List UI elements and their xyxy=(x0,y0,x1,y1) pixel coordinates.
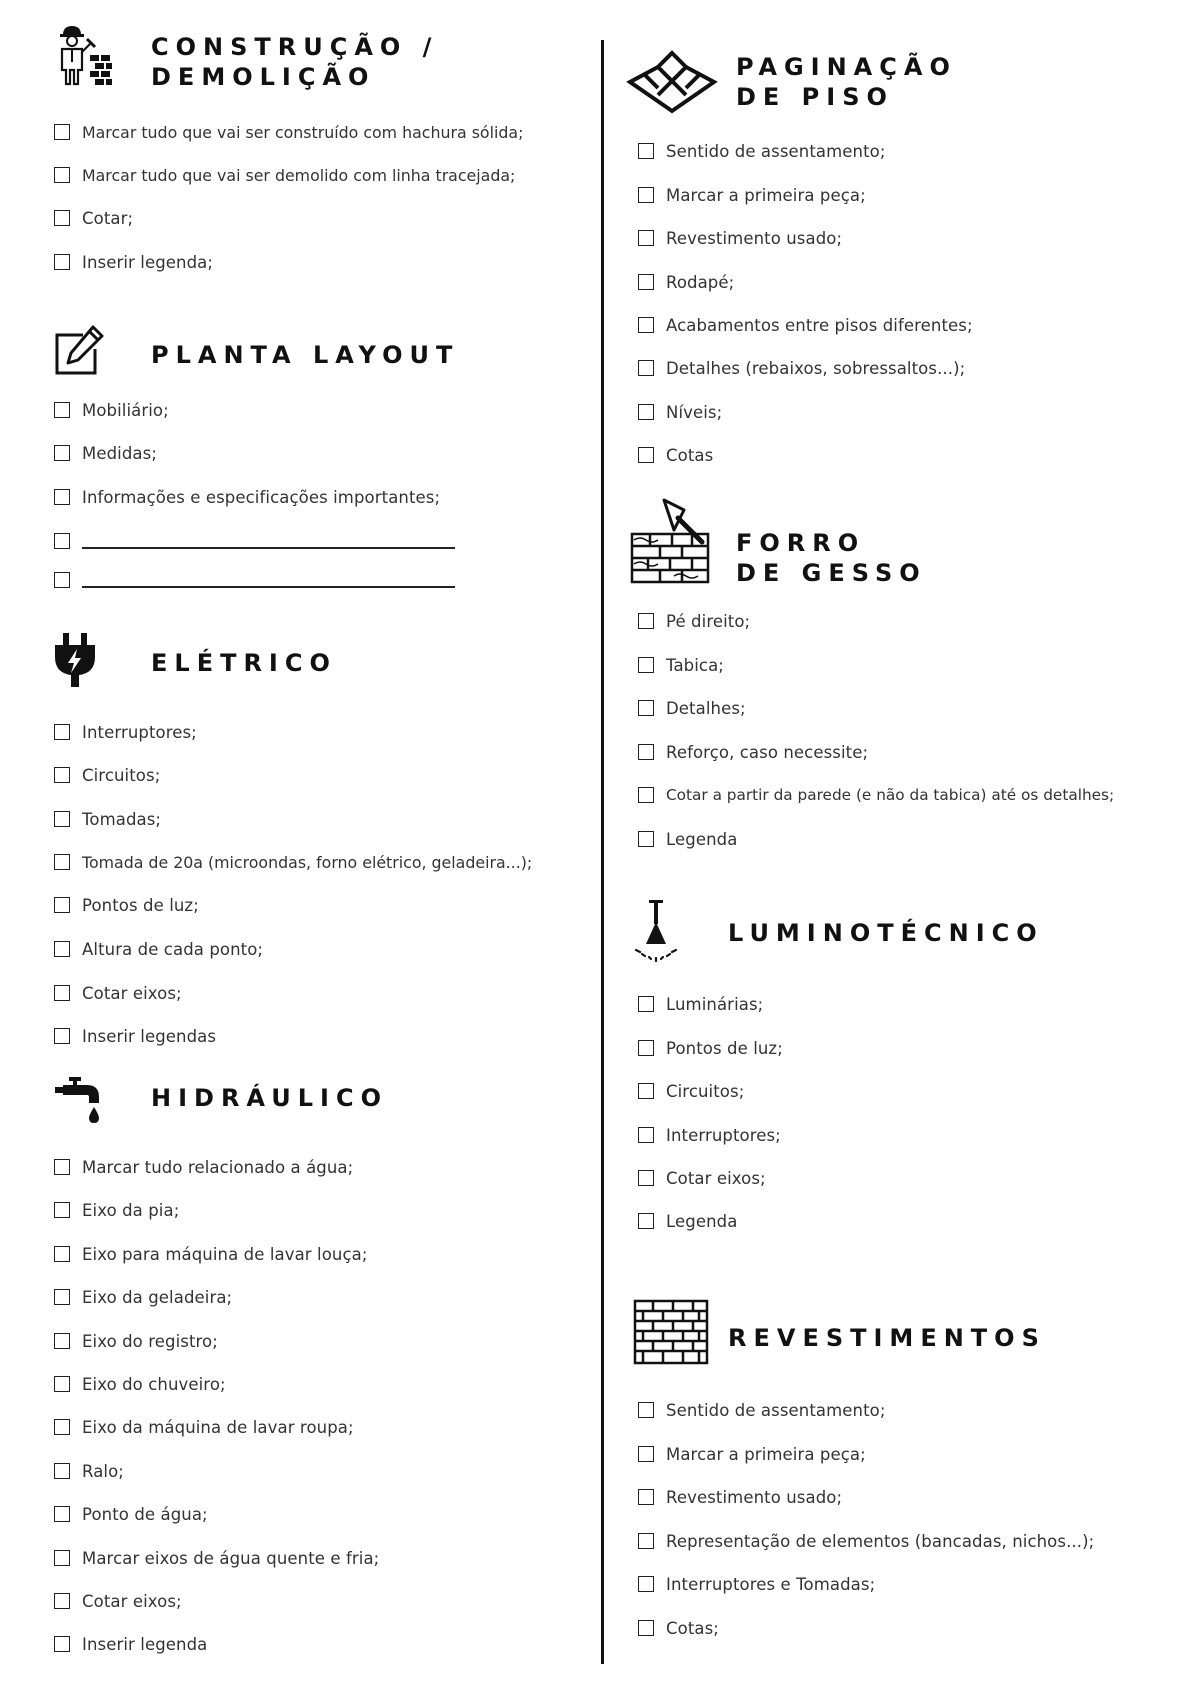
pendant-lamp-icon xyxy=(632,898,682,964)
checkbox[interactable] xyxy=(54,1506,70,1522)
checkbox[interactable] xyxy=(54,124,70,140)
section-title-paginacao: PAGINAÇÃO DE PISO xyxy=(736,53,957,111)
checklist-item[interactable]: Pé direito; xyxy=(638,609,750,633)
checklist-item[interactable]: Detalhes (rebaixos, sobressaltos...); xyxy=(638,356,965,380)
checkbox[interactable] xyxy=(54,1463,70,1479)
checklist-item[interactable]: Representação de elementos (bancadas, nichos...); xyxy=(638,1529,1094,1553)
checklist-item-blank[interactable] xyxy=(54,529,455,553)
checkbox[interactable] xyxy=(638,360,654,376)
checkbox[interactable] xyxy=(54,445,70,461)
checklist-item[interactable]: Marcar tudo que vai ser construído com hachura sólida; xyxy=(54,120,523,144)
checkbox[interactable] xyxy=(638,404,654,420)
checklist-item[interactable]: Marcar a primeira peça; xyxy=(638,1442,866,1466)
checkbox[interactable] xyxy=(638,1040,654,1056)
checklist-item[interactable]: Níveis; xyxy=(638,400,722,424)
checklist-item[interactable]: Marcar eixos de água quente e fria; xyxy=(54,1546,379,1570)
checkbox[interactable] xyxy=(54,572,70,588)
checklist-item[interactable]: Rodapé; xyxy=(638,270,734,294)
checklist-item[interactable]: Cotas; xyxy=(638,1616,719,1640)
checkbox[interactable] xyxy=(638,1576,654,1592)
checklist-item[interactable]: Circuitos; xyxy=(638,1079,744,1103)
checklist-item[interactable]: Mobiliário; xyxy=(54,398,169,422)
checkbox[interactable] xyxy=(54,1289,70,1305)
checkbox[interactable] xyxy=(54,985,70,1001)
checklist-item[interactable]: Legenda xyxy=(638,1209,737,1233)
checkbox[interactable] xyxy=(54,1419,70,1435)
checkbox[interactable] xyxy=(638,143,654,159)
water-faucet-icon xyxy=(55,1075,107,1127)
checklist-item[interactable]: Inserir legendas xyxy=(54,1024,216,1048)
checkbox[interactable] xyxy=(54,489,70,505)
checklist-item[interactable]: Cotar eixos; xyxy=(54,1589,182,1613)
checklist-item[interactable]: Eixo da geladeira; xyxy=(54,1285,232,1309)
floor-tiles-icon xyxy=(626,50,718,114)
checklist-item[interactable]: Eixo do chuveiro; xyxy=(54,1372,226,1396)
checkbox[interactable] xyxy=(54,1550,70,1566)
checkbox[interactable] xyxy=(54,811,70,827)
checkbox[interactable] xyxy=(638,787,654,803)
checklist-item[interactable]: Circuitos; xyxy=(54,763,160,787)
checklist-item[interactable]: Marcar a primeira peça; xyxy=(638,183,866,207)
electric-plug-icon xyxy=(53,633,97,687)
section-title-forro: FORRO DE GESSO xyxy=(736,529,927,587)
checkbox[interactable] xyxy=(638,831,654,847)
checkbox[interactable] xyxy=(54,1333,70,1349)
checkbox[interactable] xyxy=(638,1446,654,1462)
section-title-planta-layout: PLANTA LAYOUT xyxy=(151,341,460,369)
checkbox[interactable] xyxy=(638,274,654,290)
checklist-item[interactable]: Luminárias; xyxy=(638,992,763,1016)
construction-worker-icon xyxy=(54,22,116,88)
checklist-item[interactable]: Tomada de 20a (microondas, forno elétrico, geladeira...); xyxy=(54,850,532,874)
section-title-eletrico: ELÉTRICO xyxy=(151,649,337,677)
checklist-item[interactable]: Tabica; xyxy=(638,653,724,677)
checklist-item-blank[interactable] xyxy=(54,568,455,592)
checkbox[interactable] xyxy=(54,941,70,957)
checkbox[interactable] xyxy=(638,1620,654,1636)
column-divider xyxy=(601,40,604,1664)
checklist-item[interactable]: Eixo para máquina de lavar louça; xyxy=(54,1242,368,1266)
checklist-item[interactable]: Interruptores e Tomadas; xyxy=(638,1572,875,1596)
checkbox[interactable] xyxy=(638,1533,654,1549)
checkbox[interactable] xyxy=(638,447,654,463)
checklist-item[interactable]: Sentido de assentamento; xyxy=(638,139,886,163)
checkbox[interactable] xyxy=(54,210,70,226)
checkbox[interactable] xyxy=(54,533,70,549)
checklist-item[interactable]: Ralo; xyxy=(54,1459,124,1483)
brick-wall-icon xyxy=(633,1299,709,1365)
checkbox[interactable] xyxy=(638,1170,654,1186)
write-in-line[interactable] xyxy=(82,547,455,549)
checklist-item[interactable]: Cotar eixos; xyxy=(54,981,182,1005)
section-title-luminotecnico: LUMINOTÉCNICO xyxy=(728,919,1044,947)
checklist-item[interactable]: Ponto de água; xyxy=(54,1502,208,1526)
checklist-item[interactable]: Altura de cada ponto; xyxy=(54,937,263,961)
section-title-hidraulico: HIDRÁULICO xyxy=(151,1084,388,1112)
checklist-item[interactable]: Medidas; xyxy=(54,441,157,465)
checklist-item[interactable]: Inserir legenda xyxy=(54,1632,207,1656)
checkbox[interactable] xyxy=(54,254,70,270)
write-in-line[interactable] xyxy=(82,586,455,588)
checkbox[interactable] xyxy=(54,1202,70,1218)
checkbox[interactable] xyxy=(638,1213,654,1229)
checkbox[interactable] xyxy=(54,167,70,183)
checkbox[interactable] xyxy=(638,1127,654,1143)
checkbox[interactable] xyxy=(638,187,654,203)
checkbox[interactable] xyxy=(638,1489,654,1505)
checklist-item[interactable]: Inserir legenda; xyxy=(54,250,213,274)
checkbox[interactable] xyxy=(54,1246,70,1262)
checkbox[interactable] xyxy=(54,1028,70,1044)
checkbox[interactable] xyxy=(638,657,654,673)
checkbox[interactable] xyxy=(638,230,654,246)
checklist-item[interactable]: Informações e especificações importantes; xyxy=(54,485,440,509)
checkbox[interactable] xyxy=(638,613,654,629)
checklist-item[interactable]: Sentido de assentamento; xyxy=(638,1398,886,1422)
checklist-item[interactable]: Cotar; xyxy=(54,206,133,230)
checklist-item[interactable]: Interruptores; xyxy=(54,720,197,744)
checklist-item[interactable]: Pontos de luz; xyxy=(54,893,199,917)
checkbox[interactable] xyxy=(638,744,654,760)
checkbox[interactable] xyxy=(54,1593,70,1609)
checkbox[interactable] xyxy=(638,996,654,1012)
checkbox[interactable] xyxy=(638,700,654,716)
checklist-item[interactable]: Revestimento usado; xyxy=(638,1485,842,1509)
checklist-item[interactable]: Revestimento usado; xyxy=(638,226,842,250)
section-title-revestimentos: REVESTIMENTOS xyxy=(728,1324,1046,1352)
checklist-item[interactable]: Cotar eixos; xyxy=(638,1166,766,1190)
checklist-item[interactable]: Eixo da máquina de lavar roupa; xyxy=(54,1415,354,1439)
section-title-construcao: CONSTRUÇÃO / DEMOLIÇÃO xyxy=(151,33,439,91)
checkbox[interactable] xyxy=(54,402,70,418)
checklist-item[interactable]: Pontos de luz; xyxy=(638,1036,783,1060)
checkbox[interactable] xyxy=(54,897,70,913)
checkbox[interactable] xyxy=(54,767,70,783)
checklist-item[interactable]: Reforço, caso necessite; xyxy=(638,740,868,764)
checkbox[interactable] xyxy=(54,1376,70,1392)
checklist-item[interactable]: Marcar tudo que vai ser demolido com linha tracejada; xyxy=(54,163,515,187)
checklist-item[interactable]: Interruptores; xyxy=(638,1123,781,1147)
checkbox[interactable] xyxy=(54,854,70,870)
checklist-item[interactable]: Cotas xyxy=(638,443,713,467)
checklist-item[interactable]: Marcar tudo relacionado a água; xyxy=(54,1155,353,1179)
checklist-item[interactable]: Legenda xyxy=(638,827,737,851)
checkbox[interactable] xyxy=(638,317,654,333)
checklist-item[interactable]: Cotar a partir da parede (e não da tabica) até os detalhes; xyxy=(638,783,1114,807)
checklist-item[interactable]: Eixo do registro; xyxy=(54,1329,218,1353)
checkbox[interactable] xyxy=(54,724,70,740)
checklist-item[interactable]: Acabamentos entre pisos diferentes; xyxy=(638,313,973,337)
checklist-item[interactable]: Detalhes; xyxy=(638,696,746,720)
checklist-item[interactable]: Tomadas; xyxy=(54,807,161,831)
checkbox[interactable] xyxy=(54,1636,70,1652)
checkbox[interactable] xyxy=(638,1083,654,1099)
plaster-trowel-icon xyxy=(630,496,714,586)
edit-pencil-icon xyxy=(53,325,105,377)
checkbox[interactable] xyxy=(54,1159,70,1175)
checkbox[interactable] xyxy=(638,1402,654,1418)
checklist-item[interactable]: Eixo da pia; xyxy=(54,1198,179,1222)
